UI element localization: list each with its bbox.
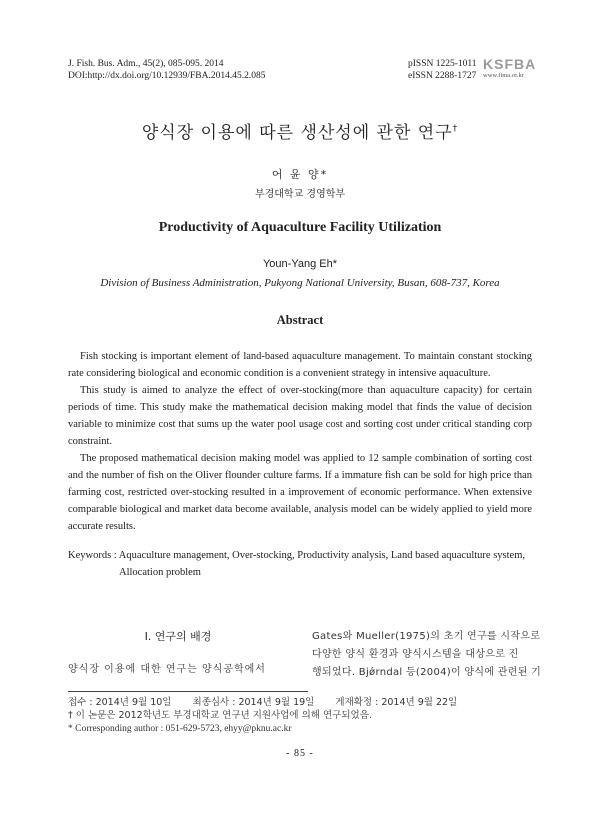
english-affiliation: Division of Business Administration, Pukyong National University, Busan, 608-737, Korea bbox=[100, 277, 500, 289]
keywords bbox=[68, 547, 538, 581]
journal-citation bbox=[68, 58, 266, 82]
journal-line: J. Fish. Bus. Adm., 45(2), 085-095. 2014 bbox=[68, 59, 224, 69]
keywords-line: Keywords : Aquaculture management, Over-stocking, Productivity analysis, Land based aquaculture system, bbox=[68, 550, 526, 561]
left-column-text: 양식장 이용에 대한 연구는 양식공학에서 bbox=[68, 664, 266, 675]
abstract-heading: Abstract bbox=[276, 313, 324, 327]
page-number: - 85 - bbox=[286, 748, 314, 759]
section-heading: Ⅰ. 연구의 배경 bbox=[144, 630, 212, 643]
body-line: 다양한 양식 환경과 양식시스템을 대상으로 진 bbox=[312, 649, 519, 660]
korean-title-text: 양식장 이용에 따른 생산성에 관한 연구 bbox=[141, 123, 453, 143]
reviewed-date: 최종심사 : 2014년 9월 19일 bbox=[192, 697, 315, 708]
abstract-body bbox=[68, 348, 532, 535]
abstract-paragraph: Fish stocking is important element of land-based aquaculture management. To maintain constant stocking rate considering biological and economic condition is a convenient strategy in intensive aquaculture. bbox=[68, 351, 532, 379]
eissn: eISSN 2288-1727 bbox=[408, 71, 477, 81]
funding-note: † 이 논문은 2012학년도 부경대학교 연구년 지원사업에 의해 연구되었음. bbox=[68, 710, 372, 721]
doi-link[interactable]: DOI:http://dx.doi.org/10.12939/FBA.2014.45.2.085 bbox=[68, 71, 266, 81]
corresponding-author: * Corresponding author : 051-629-5723, ehyy@pknu.ac.kr bbox=[68, 724, 292, 734]
keywords-line: Allocation problem bbox=[119, 567, 201, 578]
right-column-text bbox=[312, 628, 542, 682]
body-line: 행되었다. Bjǿrndal 등(2004)이 양식에 관련된 기 bbox=[312, 667, 542, 678]
english-author: Youn-Yang Eh* bbox=[262, 258, 337, 270]
pissn: pISSN 1225-1011 bbox=[408, 59, 477, 69]
korean-title bbox=[0, 118, 600, 143]
received-date: 접수 : 2014년 9월 10일 bbox=[68, 697, 172, 708]
issn-block bbox=[408, 58, 477, 82]
accepted-date: 게재확정 : 2014년 9월 22일 bbox=[335, 697, 458, 708]
korean-affiliation: 부경대학교 경영학부 bbox=[254, 189, 346, 200]
logo-url[interactable]: www.fima.or.kr bbox=[483, 72, 524, 79]
footnote-divider bbox=[68, 691, 308, 692]
english-title: Productivity of Aquaculture Facility Utilization bbox=[158, 220, 442, 235]
abstract-paragraph: The proposed mathematical decision making model was applied to 12 sample combination of sorting cost and the number of fish on the Oliver flounder culture farms. If a immature fish can be sold for high price than farming cost, restricted over-stocking resulted in a improvement of economic performance. When extensive comparable biological and market data become available, analysis model can be widely applied to yield more accurate results. bbox=[68, 453, 532, 532]
ksfba-logo bbox=[483, 56, 537, 80]
logo-text: KSFBA bbox=[483, 56, 537, 72]
abstract-paragraph: This study is aimed to analyze the effect of over-stocking(more than aquaculture capacity) for certain periods of time. This study make the mathematical decision making model that finds the value of decision variable to minimize cost that sums up the water pool usage cost and sorting cost under critical standing corp constraint. bbox=[68, 385, 532, 447]
korean-author: 어 윤 양* bbox=[271, 168, 329, 181]
submission-dates bbox=[68, 697, 475, 709]
title-footnote-mark: † bbox=[452, 124, 459, 134]
body-line: Gates와 Mueller(1975)의 초기 연구를 시작으로 bbox=[312, 631, 541, 642]
